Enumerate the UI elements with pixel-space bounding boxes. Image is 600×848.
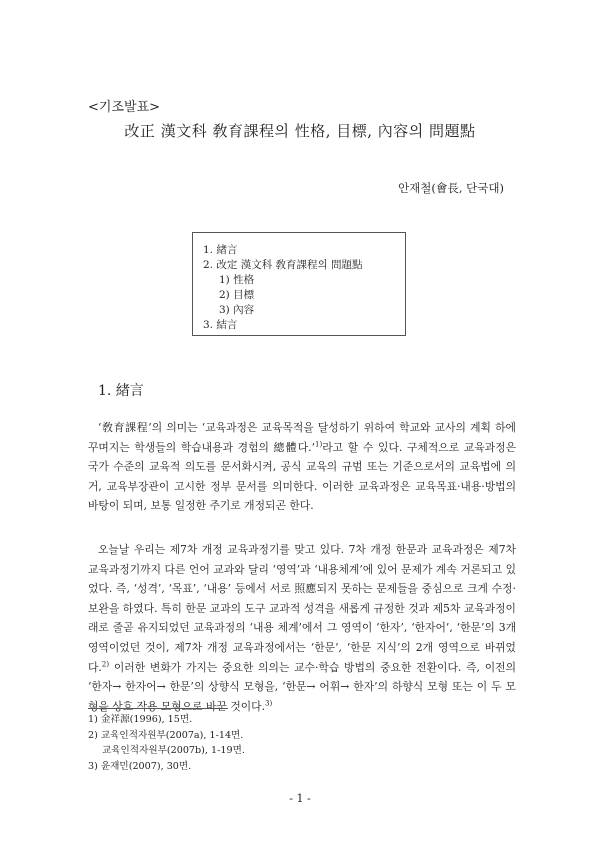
paper-title: 改正 漢文科 敎育課程의 性格, 目標, 內容의 問題點 <box>124 122 476 140</box>
toc-item: 2. 改定 漢文科 敎育課程의 問題點 <box>203 259 363 271</box>
section-heading: 1. 緖言 <box>98 383 144 399</box>
paragraph-text: 오늘날 우리는 제7차 개정 교육과정기를 맞고 있다. 7차 개정 한문과 교육과정은 제7차 교육과정기까지 다른 언어 교과와 달리 ‘영역’과 ‘내용체계’에 있어 문제가 계속 거론되고 있었다. 즉, ‘성격’, ‘목표’, ‘내용’ 등에서 서로 照應되지 못하는 문제들을 중심으로 크게 수정·보완을 하였다. 특히 한문 교과의 도구 교과적 성격을 새롭게 규정한 것과 제5차 교육과정이래로 줄곧 유지되었던 교육과정의 ‘내용 체계’에서 그 영역이 ‘한자’, ‘한자어’, ‘한문’의 3개 영역이었던 것이, 제7차 개정 교육과정에서는 ‘한문’, ‘한문 지식’의 2개 영역으로 바뀌었다. <box>88 543 516 674</box>
footnote-ref[interactable]: 3) <box>265 699 273 708</box>
footnote: 교육인적자원부(2007b), 1-19면. <box>102 745 245 756</box>
footnote-divider <box>88 708 228 709</box>
toc-subitem: 2) 目標 <box>219 289 255 301</box>
footnote: 3) 윤재민(2007), 30면. <box>88 760 192 772</box>
body-paragraph <box>88 418 516 516</box>
toc-subitem: 3) 內容 <box>219 304 255 316</box>
session-label: <기조발표> <box>88 100 161 115</box>
footnotes <box>88 712 245 774</box>
footnote-ref[interactable]: 2) <box>101 659 110 668</box>
table-of-contents <box>192 232 406 336</box>
author-line: 안재철(會長, 단국대) <box>398 181 504 195</box>
toc-subitem: 1) 性格 <box>219 274 255 286</box>
paragraph-text: 라고 할 수 있다. 구체적으로 교육과정은 국가 수준의 교육적 의도를 문서화시켜, 공식 교육의 규범 또는 기준으로서의 교육법에 의거, 교육부장관이 고시한 정부 문서를 의미한다. 이러한 교육과정은 교육목표·내용·방법의 바탕이 되며, 보통 일정한 주기로 개정되곤 한다. <box>88 440 516 513</box>
footnote: 1) 金祥源(1996), 15면. <box>88 714 193 725</box>
footnote-ref[interactable]: 1) <box>315 440 323 448</box>
body-paragraph <box>88 540 516 716</box>
paragraph-text: 이러한 변화가 가지는 중요한 의의는 교수·학습 방법의 중요한 전환이다. 즉, 이전의 ‘한자→ 한자어→ 한문’의 상향식 모형을, ‘한문→ 어휘→ 한자’의 하향식 모형 또는 이 두 모형을 상호 작용 모형으로 바꾼 것이다. <box>88 660 516 713</box>
page-number: - 1 - <box>289 792 311 805</box>
toc-item: 3. 結言 <box>203 319 238 331</box>
paragraph-text: ‘敎育課程’의 의미는 ‘교육과정은 교육목적을 달성하기 위하여 학교와 교사의 계획 하에 꾸며지는 학생들의 학습내용과 경험의 總體다.’ <box>88 421 516 454</box>
toc-item: 1. 緖言 <box>203 244 238 256</box>
footnote: 2) 교육인적자원부(2007a), 1-14면. <box>88 729 244 741</box>
